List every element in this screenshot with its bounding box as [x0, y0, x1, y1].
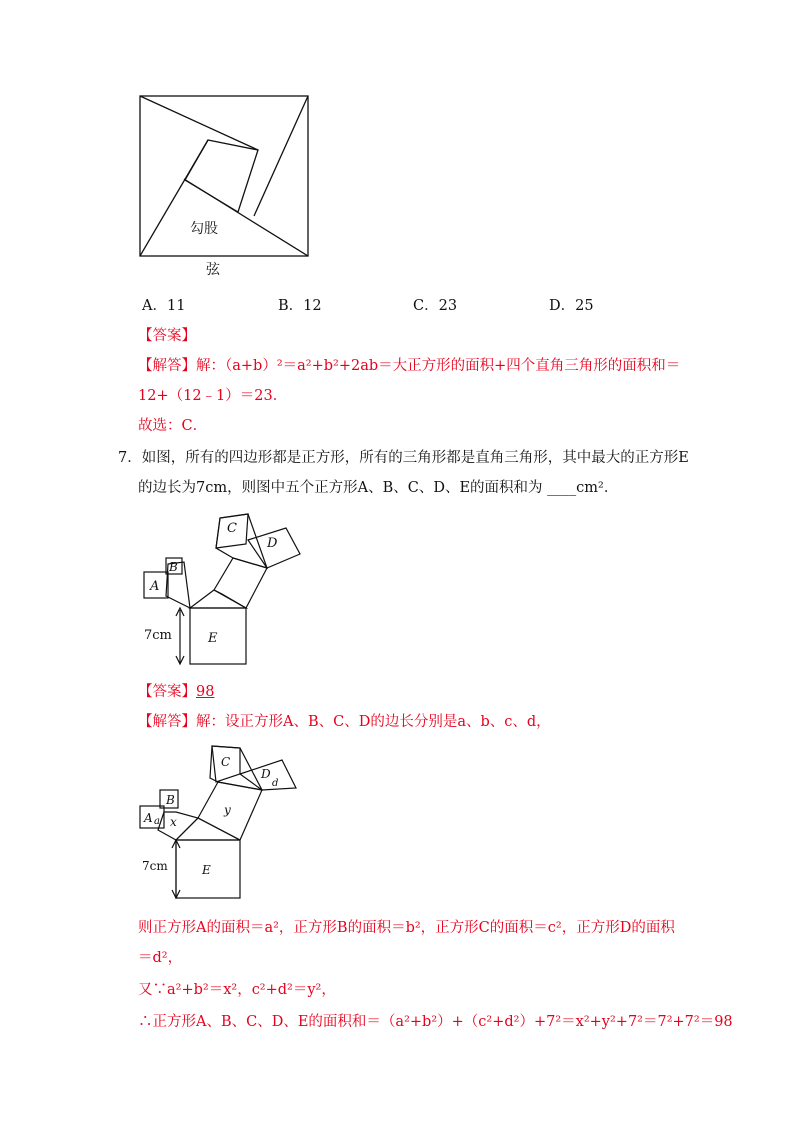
analysis-7-line-3: ＝d²，: [138, 950, 183, 966]
analysis-6-text-1: 解：（a+b）²＝a²+b²+2ab＝大正方形的面积+四个直角三角形的面积和＝: [196, 358, 681, 374]
analysis-6-line-1: [138, 356, 680, 376]
analysis-7-line-5: ∴正方形A、B、C、D、E的面积和＝（a²+b²）+（c²+d²）+7²＝x²+y²+7²＝7²+7²＝98: [138, 1014, 733, 1030]
option-d: D．25: [549, 298, 594, 314]
label-d: D: [267, 536, 278, 551]
option-a: A．11: [142, 298, 186, 314]
analysis-7-intro: 解：设正方形A、B、C、D的边长分别是a、b、c、d，: [196, 714, 551, 730]
label-xian: 弦: [206, 262, 220, 278]
label-x: x: [170, 815, 177, 829]
label-b: B: [169, 560, 178, 574]
label-gougu: 勾股: [190, 221, 218, 237]
answer-tag-7: 【答案】: [138, 684, 196, 700]
label-7cm: 7cm: [144, 628, 172, 643]
analysis-tag-6: 【解答】: [138, 358, 196, 374]
label-d-small: d: [272, 778, 279, 789]
label-a-small: a: [154, 816, 160, 827]
question-number: 7．: [118, 450, 142, 466]
label-a: A: [150, 579, 160, 594]
option-b: B．12: [278, 298, 322, 314]
label-e: E: [202, 863, 211, 877]
question-7-line-1: [118, 448, 689, 468]
analysis-6-line-3: 故选：C．: [138, 418, 208, 434]
analysis-6-line-2: 12+（12﹣1）＝23．: [138, 388, 288, 404]
label-e: E: [208, 631, 218, 646]
label-b-cap: B: [166, 793, 175, 807]
label-y: y: [224, 803, 231, 817]
label-c-cap: C: [221, 755, 231, 769]
analysis-tag-7: 【解答】: [138, 714, 196, 730]
label-a-cap: A: [144, 811, 153, 825]
figure-squares-1: [136, 510, 316, 670]
label-7cm: 7cm: [142, 859, 168, 873]
label-c: C: [227, 521, 237, 536]
answer-tag-6: 【答案】: [138, 328, 196, 344]
answer-value-7: 98: [196, 684, 215, 700]
answer-7-line: [138, 682, 214, 702]
figure-squares-2: [136, 742, 316, 904]
figure-pinwheel-square: [130, 88, 320, 278]
question-7-line-2: 的边长为7cm，则图中五个正方形A、B、C、D、E的面积和为 ____cm²．: [138, 480, 619, 496]
analysis-7-line-1: [138, 712, 551, 732]
option-c: C．23: [413, 298, 458, 314]
analysis-7-line-2: 则正方形A的面积＝a²，正方形B的面积＝b²，正方形C的面积＝c²，正方形D的面积: [138, 920, 675, 936]
label-d-cap: D: [261, 767, 271, 781]
analysis-7-line-4: 又∵a²+b²＝x²，c²+d²＝y²，: [138, 982, 336, 998]
question-7-text-1: 如图，所有的四边形都是正方形，所有的三角形都是直角三角形，其中最大的正方形E: [141, 450, 689, 466]
